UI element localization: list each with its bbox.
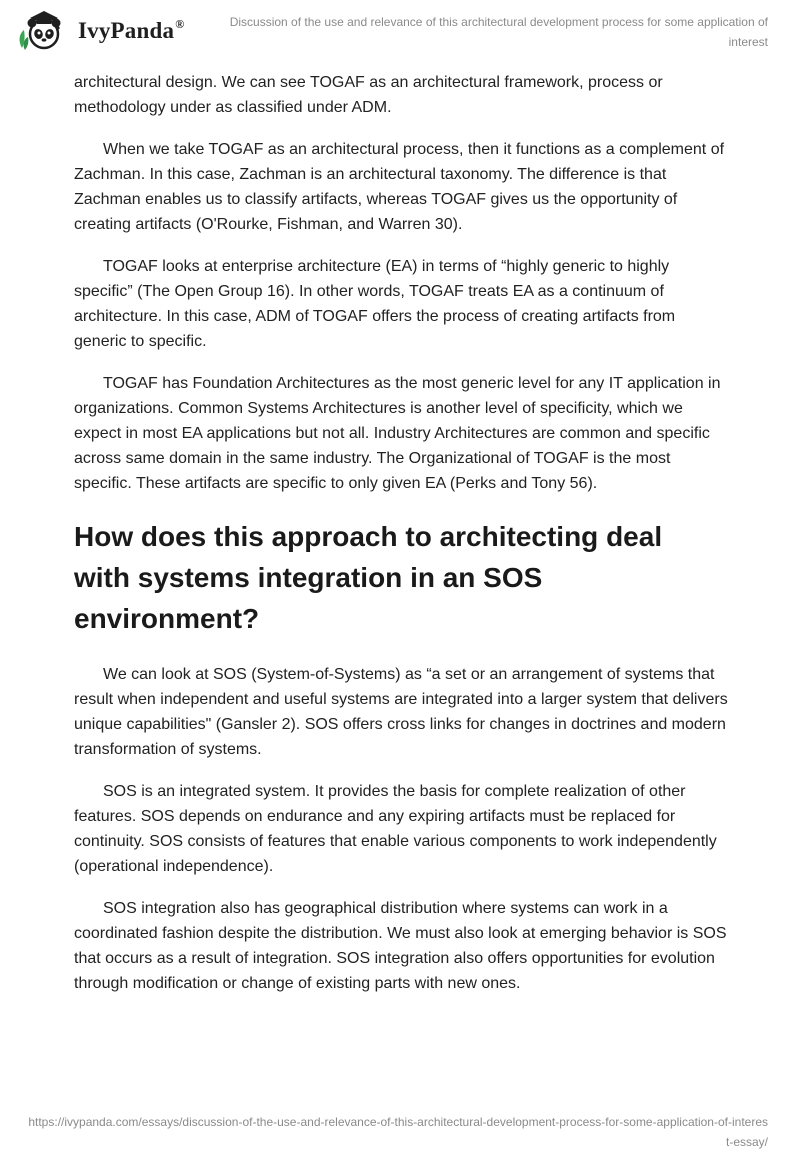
document-title: Discussion of the use and relevance of this architectural development process for some application of interest	[229, 15, 768, 49]
paragraph: We can look at SOS (System-of-Systems) as “a set or an arrangement of systems that result when independent and useful systems are integrated into a larger system that delivers unique capabilities" (Gansler 2). SOS offers cross links for changes in doctrines and modern transformation of systems.	[74, 666, 728, 758]
section-heading: How does this approach to architecting deal with systems integration in an SOS environment?	[74, 521, 663, 634]
paragraph: TOGAF has Foundation Architectures as the most generic level for any IT application in organizations. Common Systems Architectures is another level of specificity, which we expect in most EA applications but not all. Industry Architectures are common and specific across same domain in the same industry. The Organizational of TOGAF is the most specific. These artifacts are specific to only given EA (Perks and Tony 56).	[74, 375, 721, 492]
essay-body	[74, 70, 730, 1013]
paragraph: When we take TOGAF as an architectural process, then it functions as a complement of Zachman. In this case, Zachman is an architectural taxonomy. The difference is that Zachman enables us to classify artifacts, whereas TOGAF gives us the opportunity of creating artifacts (O'Rourke, Fishman, and Warren 30).	[74, 141, 725, 233]
brand-logo[interactable]	[16, 8, 184, 52]
source-url[interactable]: https://ivypanda.com/essays/discussion-of-the-use-and-relevance-of-this-architectural-development-process-for-some-application-of-interest-essay/	[28, 1115, 768, 1149]
registered-mark: ®	[175, 16, 185, 31]
brand-name: IvyPanda®	[78, 16, 185, 43]
paragraph: SOS is an integrated system. It provides the basis for complete realization of other features. SOS depends on endurance and any expiring artifacts must be replaced for continuity. SOS consists of features that enable various components to work independently (operational independence).	[74, 783, 717, 875]
paragraph: TOGAF looks at enterprise architecture (EA) in terms of “highly generic to highly specific” (The Open Group 16). In other words, TOGAF treats EA as a continuum of architecture. In this case, ADM of TOGAF offers the process of creating artifacts from generic to specific.	[74, 258, 676, 350]
panda-graduate-icon	[16, 8, 74, 52]
paragraph: architectural design. We can see TOGAF as an architectural framework, process or methodology under as classified under ADM.	[74, 74, 663, 116]
page-header	[0, 0, 800, 62]
paragraph: SOS integration also has geographical distribution where systems can work in a coordinated fashion despite the distribution. We must also look at emerging behavior is SOS that occurs as a result of integration. SOS integration also offers opportunities for evolution through modification or change of existing parts with new ones.	[74, 900, 727, 992]
